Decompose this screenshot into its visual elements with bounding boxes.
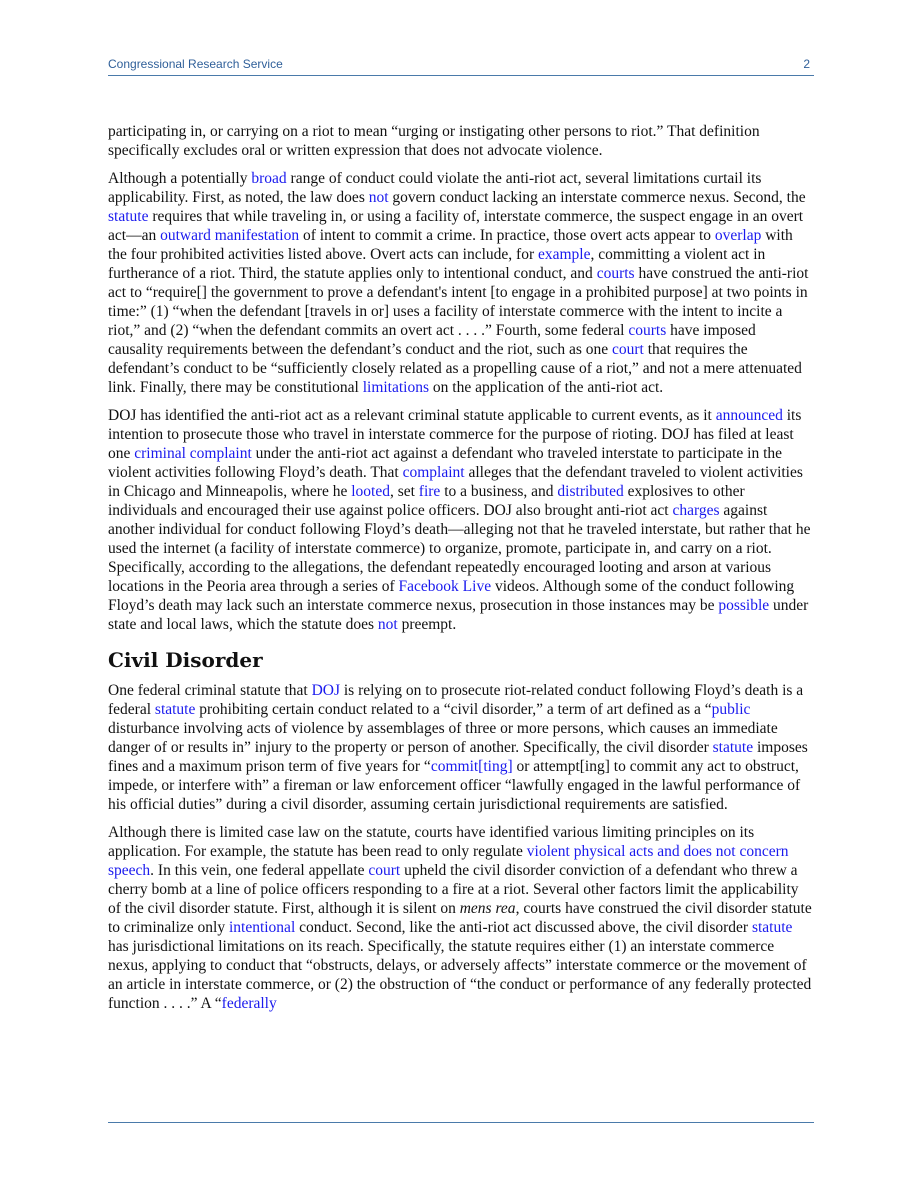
text-run: against another individual for conduct following Floyd’s death—alleging not that he traveled interstate, but rather that he used the internet (a facility of interstate commerce) to organize, promote, participate in, and carry on a riot. Specifically, according to the allegations, the defendant repeatedly encouraged looting and arson at various locations in the Peoria area through a series of (108, 502, 811, 595)
hyperlink[interactable]: court (612, 341, 644, 358)
text-run: preempt. (397, 616, 457, 633)
text-run: Civil Disorder (108, 648, 263, 672)
paragraph (108, 122, 814, 160)
text-run: conduct. Second, like the anti-riot act discussed above, the civil disorder (295, 919, 752, 936)
hyperlink[interactable]: violent physical acts and does not concern speech (108, 843, 789, 879)
text-run: . In this vein, one federal appellate (150, 862, 369, 879)
paragraph (108, 169, 814, 397)
text-run: with the four prohibited activities listed above. Overt acts can include, for (108, 227, 793, 263)
page-number: 2 (803, 57, 810, 71)
text-run: have construed the anti-riot act to “require[] the government to prove a defendant's intent [to engage in a prohibited purpose] at two points in time:” (1) “when the defendant [travels in or] uses a facility of interstate commerce with the intent to incite a riot,” and (2) “when the defendant commits an overt act . . . .” Fourth, some federal (108, 265, 809, 339)
text-run: videos. Although some of the conduct following Floyd’s death may lack such an interstate commerce nexus, prosecution in those instances may be (108, 578, 795, 614)
hyperlink[interactable]: commit[ting] (430, 758, 513, 775)
hyperlink[interactable]: DOJ (311, 682, 340, 699)
paragraph (108, 823, 814, 1013)
text-run: under the anti-riot act against a defendant who traveled interstate to participate in the violent activities following Floyd’s death. That (108, 445, 783, 481)
hyperlink[interactable]: example (537, 246, 591, 263)
text-run: Although there is limited case law on the statute, courts have identified various limiting principles on its application. For example, the statute has been read to only regulate (108, 824, 755, 860)
hyperlink[interactable]: announced (715, 407, 783, 424)
hyperlink[interactable]: courts (596, 265, 635, 282)
text-run: requires that while traveling in, or using a facility of, interstate commerce, the suspect engage in an overt act—an (108, 208, 804, 244)
hyperlink[interactable]: limitations (362, 379, 430, 396)
text-run: prohibiting certain conduct related to a “civil disorder,” a term of art defined as a “ (195, 701, 712, 718)
text-run: One federal criminal statute that (108, 682, 312, 699)
text-run: is relying on to prosecute riot-related conduct following Floyd’s death is a federal (108, 682, 804, 718)
hyperlink[interactable]: intentional (228, 919, 296, 936)
hyperlink[interactable]: statute (154, 701, 196, 718)
hyperlink[interactable]: charges (672, 502, 720, 519)
hyperlink[interactable]: not (368, 189, 389, 206)
text-run: govern conduct lacking an interstate commerce nexus. Second, the (388, 189, 806, 206)
hyperlink[interactable]: possible (718, 597, 770, 614)
text-run: has jurisdictional limitations on its reach. Specifically, the statute requires either (1) an interstate commerce nexus, applying to conduct that “obstructs, delays, or adversely affects” interstate commerce or the movement of an article in interstate commerce, or (2) the obstruction of “the conduct or performance of any federally protected function . . . .” A “ (108, 938, 812, 1012)
text-run: , set (389, 483, 419, 500)
hyperlink[interactable]: broad (251, 170, 287, 187)
text-run: range of conduct could violate the anti-riot act, several limitations curtail its applicability. First, as noted, the law does (108, 170, 762, 206)
text-run: explosives to other individuals and encouraged their use against police officers. DOJ also brought anti-riot act (108, 483, 745, 519)
italic-text: mens rea (459, 900, 516, 917)
text-run: disturbance involving acts of violence by assemblages of three or more persons, which causes an immediate danger of or results in” injury to the property or person of another. Specifically, the civil disorder (108, 720, 778, 756)
hyperlink[interactable]: outward manifestation (160, 227, 300, 244)
paragraph (108, 406, 814, 634)
section-heading (108, 648, 814, 672)
hyperlink[interactable]: looted (351, 483, 390, 500)
text-run: DOJ has identified the anti-riot act as a relevant criminal statute applicable to current events, as it (108, 407, 716, 424)
text-run: , courts have construed the civil disorder statute to criminalize only (108, 900, 812, 936)
text-run: , committing a violent act in furtherance of a riot. Third, the statute applies only to intentional conduct, and (108, 246, 766, 282)
text-run: that requires the defendant’s conduct to be “sufficiently closely related as a propelling cause of a riot,” and not a mere attenuated link. Finally, there may be constitutional (108, 341, 802, 396)
footer-rule (108, 1122, 814, 1123)
document-body (108, 122, 814, 1022)
hyperlink[interactable]: fire (418, 483, 441, 500)
hyperlink[interactable]: statute (108, 208, 149, 225)
header-org-name: Congressional Research Service (108, 57, 283, 71)
text-run: have imposed causality requirements between the defendant’s conduct and the riot, such as one (108, 322, 756, 358)
hyperlink[interactable]: criminal complaint (134, 445, 252, 462)
text-run: or attempt[ing] to commit any act to obstruct, impede, or interfere with” a fireman or law enforcement officer “lawfully engaged in the lawful performance of his official duties” during a civil disorder, assuming certain jurisdictional requirements are satisfied. (108, 758, 801, 813)
text-run: its intention to prosecute those who travel in interstate commerce for the purpose of rioting. DOJ has filed at least one (108, 407, 802, 462)
hyperlink[interactable]: courts (628, 322, 667, 339)
text-run: participating in, or carrying on a riot to mean “urging or instigating other persons to riot.” That definition specifically excludes oral or written expression that does not advocate violence. (108, 123, 760, 159)
hyperlink[interactable]: complaint (402, 464, 465, 481)
text-run: on the application of the anti-riot act. (429, 379, 664, 396)
text-run: under state and local laws, which the statute does (108, 597, 809, 633)
text-run: imposes fines and a maximum prison term of five years for “ (108, 739, 808, 775)
hyperlink[interactable]: statute (712, 739, 754, 756)
text-run: upheld the civil disorder conviction of a defendant who threw a cherry bomb at a line of police officers responding to a fire at a riot. Several other factors limit the applicability of the civil disorder statute. First, although it is silent on (108, 862, 799, 917)
text-run: Although a potentially (108, 170, 252, 187)
hyperlink[interactable]: public (711, 701, 751, 718)
hyperlink[interactable]: Facebook Live (398, 578, 492, 595)
hyperlink[interactable]: federally (221, 995, 277, 1012)
text-run: to a business, and (440, 483, 558, 500)
text-run: alleges that the defendant traveled to violent activities in Chicago and Minneapolis, where he (108, 464, 803, 500)
hyperlink[interactable]: not (377, 616, 398, 633)
hyperlink[interactable]: distributed (557, 483, 624, 500)
hyperlink[interactable]: overlap (714, 227, 762, 244)
page-header (108, 57, 814, 76)
hyperlink[interactable]: court (368, 862, 401, 879)
paragraph (108, 681, 814, 814)
text-run: of intent to commit a crime. In practice, those overt acts appear to (299, 227, 715, 244)
hyperlink[interactable]: statute (751, 919, 793, 936)
